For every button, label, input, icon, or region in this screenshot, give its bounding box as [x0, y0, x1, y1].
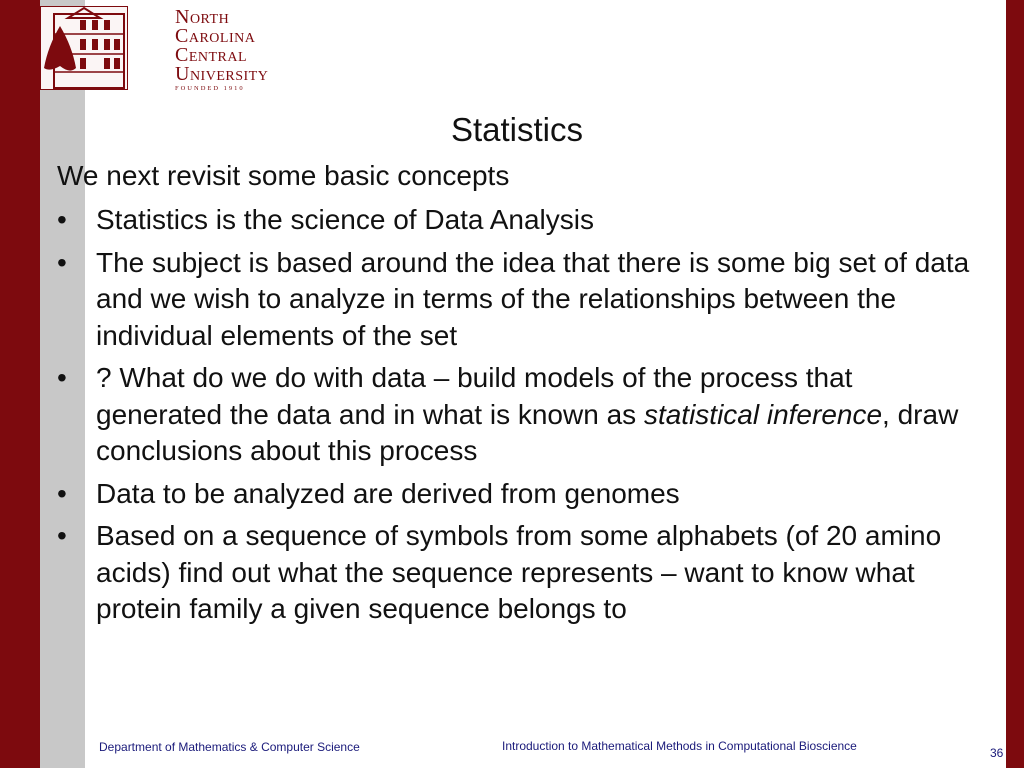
bullet-dot-icon: •: [57, 520, 67, 551]
bullet-dot-icon: •: [57, 204, 67, 235]
slide-title: Statistics: [450, 111, 584, 148]
bullet-text: Based on a sequence of symbols from some alphabets (of 20 amino acids) find out what the sequence represents – want to know what protein family a given sequence belongs to: [96, 520, 942, 624]
bullet-item: [57, 518, 972, 628]
bullet-dot-icon: •: [57, 246, 67, 278]
bullet-dot-icon: •: [57, 362, 67, 393]
bullet-text: Statistics is the science of Data Analysis: [96, 204, 594, 235]
building-emblem-icon: [40, 6, 128, 90]
bullet-list: [57, 202, 972, 634]
bullet-item: [57, 202, 972, 239]
page-number: 36: [990, 746, 1004, 760]
logo-word-university: University: [175, 63, 269, 85]
bullet-dot-icon: •: [57, 477, 67, 509]
university-logo: [40, 6, 269, 94]
logo-word-central: Central: [175, 44, 248, 66]
logo-word-north: North: [175, 6, 230, 28]
bullet-text: The subject is based around the idea that there is some big set of data and we wish to analyze in terms of the relationships between the individual elements of the set: [96, 246, 970, 351]
bullet-text-prefix: ? What do we do with data – build models of the process that generated the data and in what is known as: [96, 362, 853, 430]
bullet-item: [57, 360, 972, 470]
bullet-item: [57, 476, 972, 513]
bullet-item: [57, 245, 972, 355]
right-maroon-band: [1006, 0, 1024, 768]
slide-intro: We next revisit some basic concepts: [57, 160, 510, 191]
logo-word-carolina: Carolina: [175, 25, 256, 47]
bullet-text: Data to be analyzed are derived from genomes: [96, 477, 680, 509]
left-maroon-band: [0, 0, 40, 768]
footer-course: Introduction to Mathematical Methods in Computational Bioscience: [502, 739, 857, 753]
bullet-emphasis: statistical inference: [643, 398, 883, 430]
bullet-text-suffix: , draw conclusions about this process: [96, 398, 959, 466]
logo-founded: FOUNDED 1910: [175, 85, 245, 92]
footer-department: Department of Mathematics & Computer Science: [99, 740, 360, 754]
